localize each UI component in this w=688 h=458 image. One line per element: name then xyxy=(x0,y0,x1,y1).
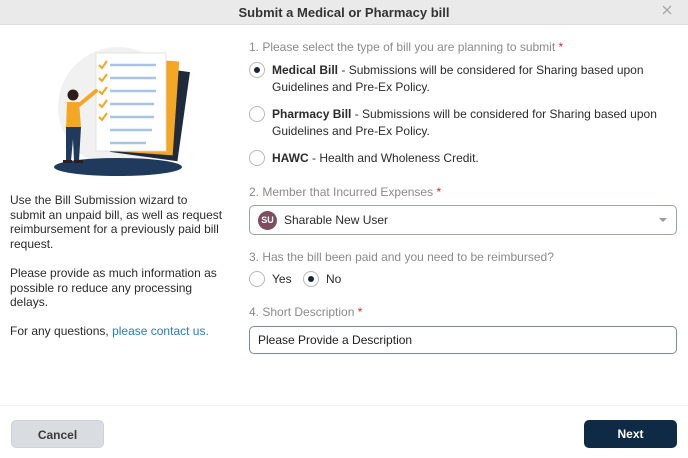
bill-form xyxy=(249,25,679,405)
dialog-title: Submit a Medical or Pharmacy bill xyxy=(238,5,450,20)
medical-bill-option[interactable] xyxy=(272,62,672,95)
intro-text: Use the Bill Submission wizard to submit an unpaid bill, as well as request reimbursement for a previously paid bill request. xyxy=(10,193,223,252)
hawc-option[interactable] xyxy=(272,150,672,167)
hawc-description: - Health and Wholeness Credit. xyxy=(308,151,479,165)
bill-type-question xyxy=(249,40,563,54)
required-marker: * xyxy=(436,185,442,199)
footer-divider xyxy=(0,405,688,406)
dialog-header xyxy=(0,0,688,25)
contact-us-link[interactable]: please contact us. xyxy=(112,324,209,338)
avatar: SU xyxy=(258,211,277,230)
description-question xyxy=(249,305,362,319)
contact-prefix: For any questions, xyxy=(10,324,113,338)
paid-yes-label[interactable]: Yes xyxy=(272,272,292,286)
next-button[interactable]: Next xyxy=(584,420,677,448)
reimbursement-question: 3. Has the bill been paid and you need to be reimbursed? xyxy=(249,250,554,264)
required-marker: * xyxy=(357,305,363,319)
medical-bill-description: - Submissions will be considered for Sharing based upon Guidelines and Pre-Ex Policy. xyxy=(272,63,644,94)
member-question-text: 2. Member that Incurred Expenses xyxy=(249,185,434,199)
contact-note xyxy=(10,324,225,339)
bill-type-question-text: 1. Please select the type of bill you are planning to submit xyxy=(249,40,556,54)
hawc-radio[interactable] xyxy=(249,150,265,166)
paid-no-radio[interactable] xyxy=(303,271,319,287)
short-description-input[interactable] xyxy=(249,326,677,354)
medical-bill-radio[interactable] xyxy=(249,62,265,78)
pharmacy-bill-title: Pharmacy Bill xyxy=(272,107,352,121)
checklist-illustration xyxy=(46,45,196,181)
pharmacy-bill-radio[interactable] xyxy=(249,106,265,122)
paid-no-label[interactable]: No xyxy=(326,272,342,286)
cancel-button[interactable]: Cancel xyxy=(11,420,104,448)
processing-note: Please provide as much information as possible ro reduce any processing delays. xyxy=(10,266,217,310)
member-select-value: Sharable New User xyxy=(284,213,389,227)
member-question xyxy=(249,185,441,199)
info-panel xyxy=(0,25,232,405)
hawc-title: HAWC xyxy=(272,151,309,165)
medical-bill-title: Medical Bill xyxy=(272,63,339,77)
member-select[interactable] xyxy=(249,205,677,235)
required-marker: * xyxy=(558,40,564,54)
close-icon[interactable] xyxy=(660,3,674,17)
pharmacy-bill-description: - Submissions will be considered for Sharing based upon Guidelines and Pre-Ex Policy. xyxy=(272,107,657,138)
paid-yes-radio[interactable] xyxy=(249,271,265,287)
description-question-text: 4. Short Description xyxy=(249,305,355,319)
chevron-down-icon xyxy=(659,218,667,222)
pharmacy-bill-option[interactable] xyxy=(272,106,672,139)
